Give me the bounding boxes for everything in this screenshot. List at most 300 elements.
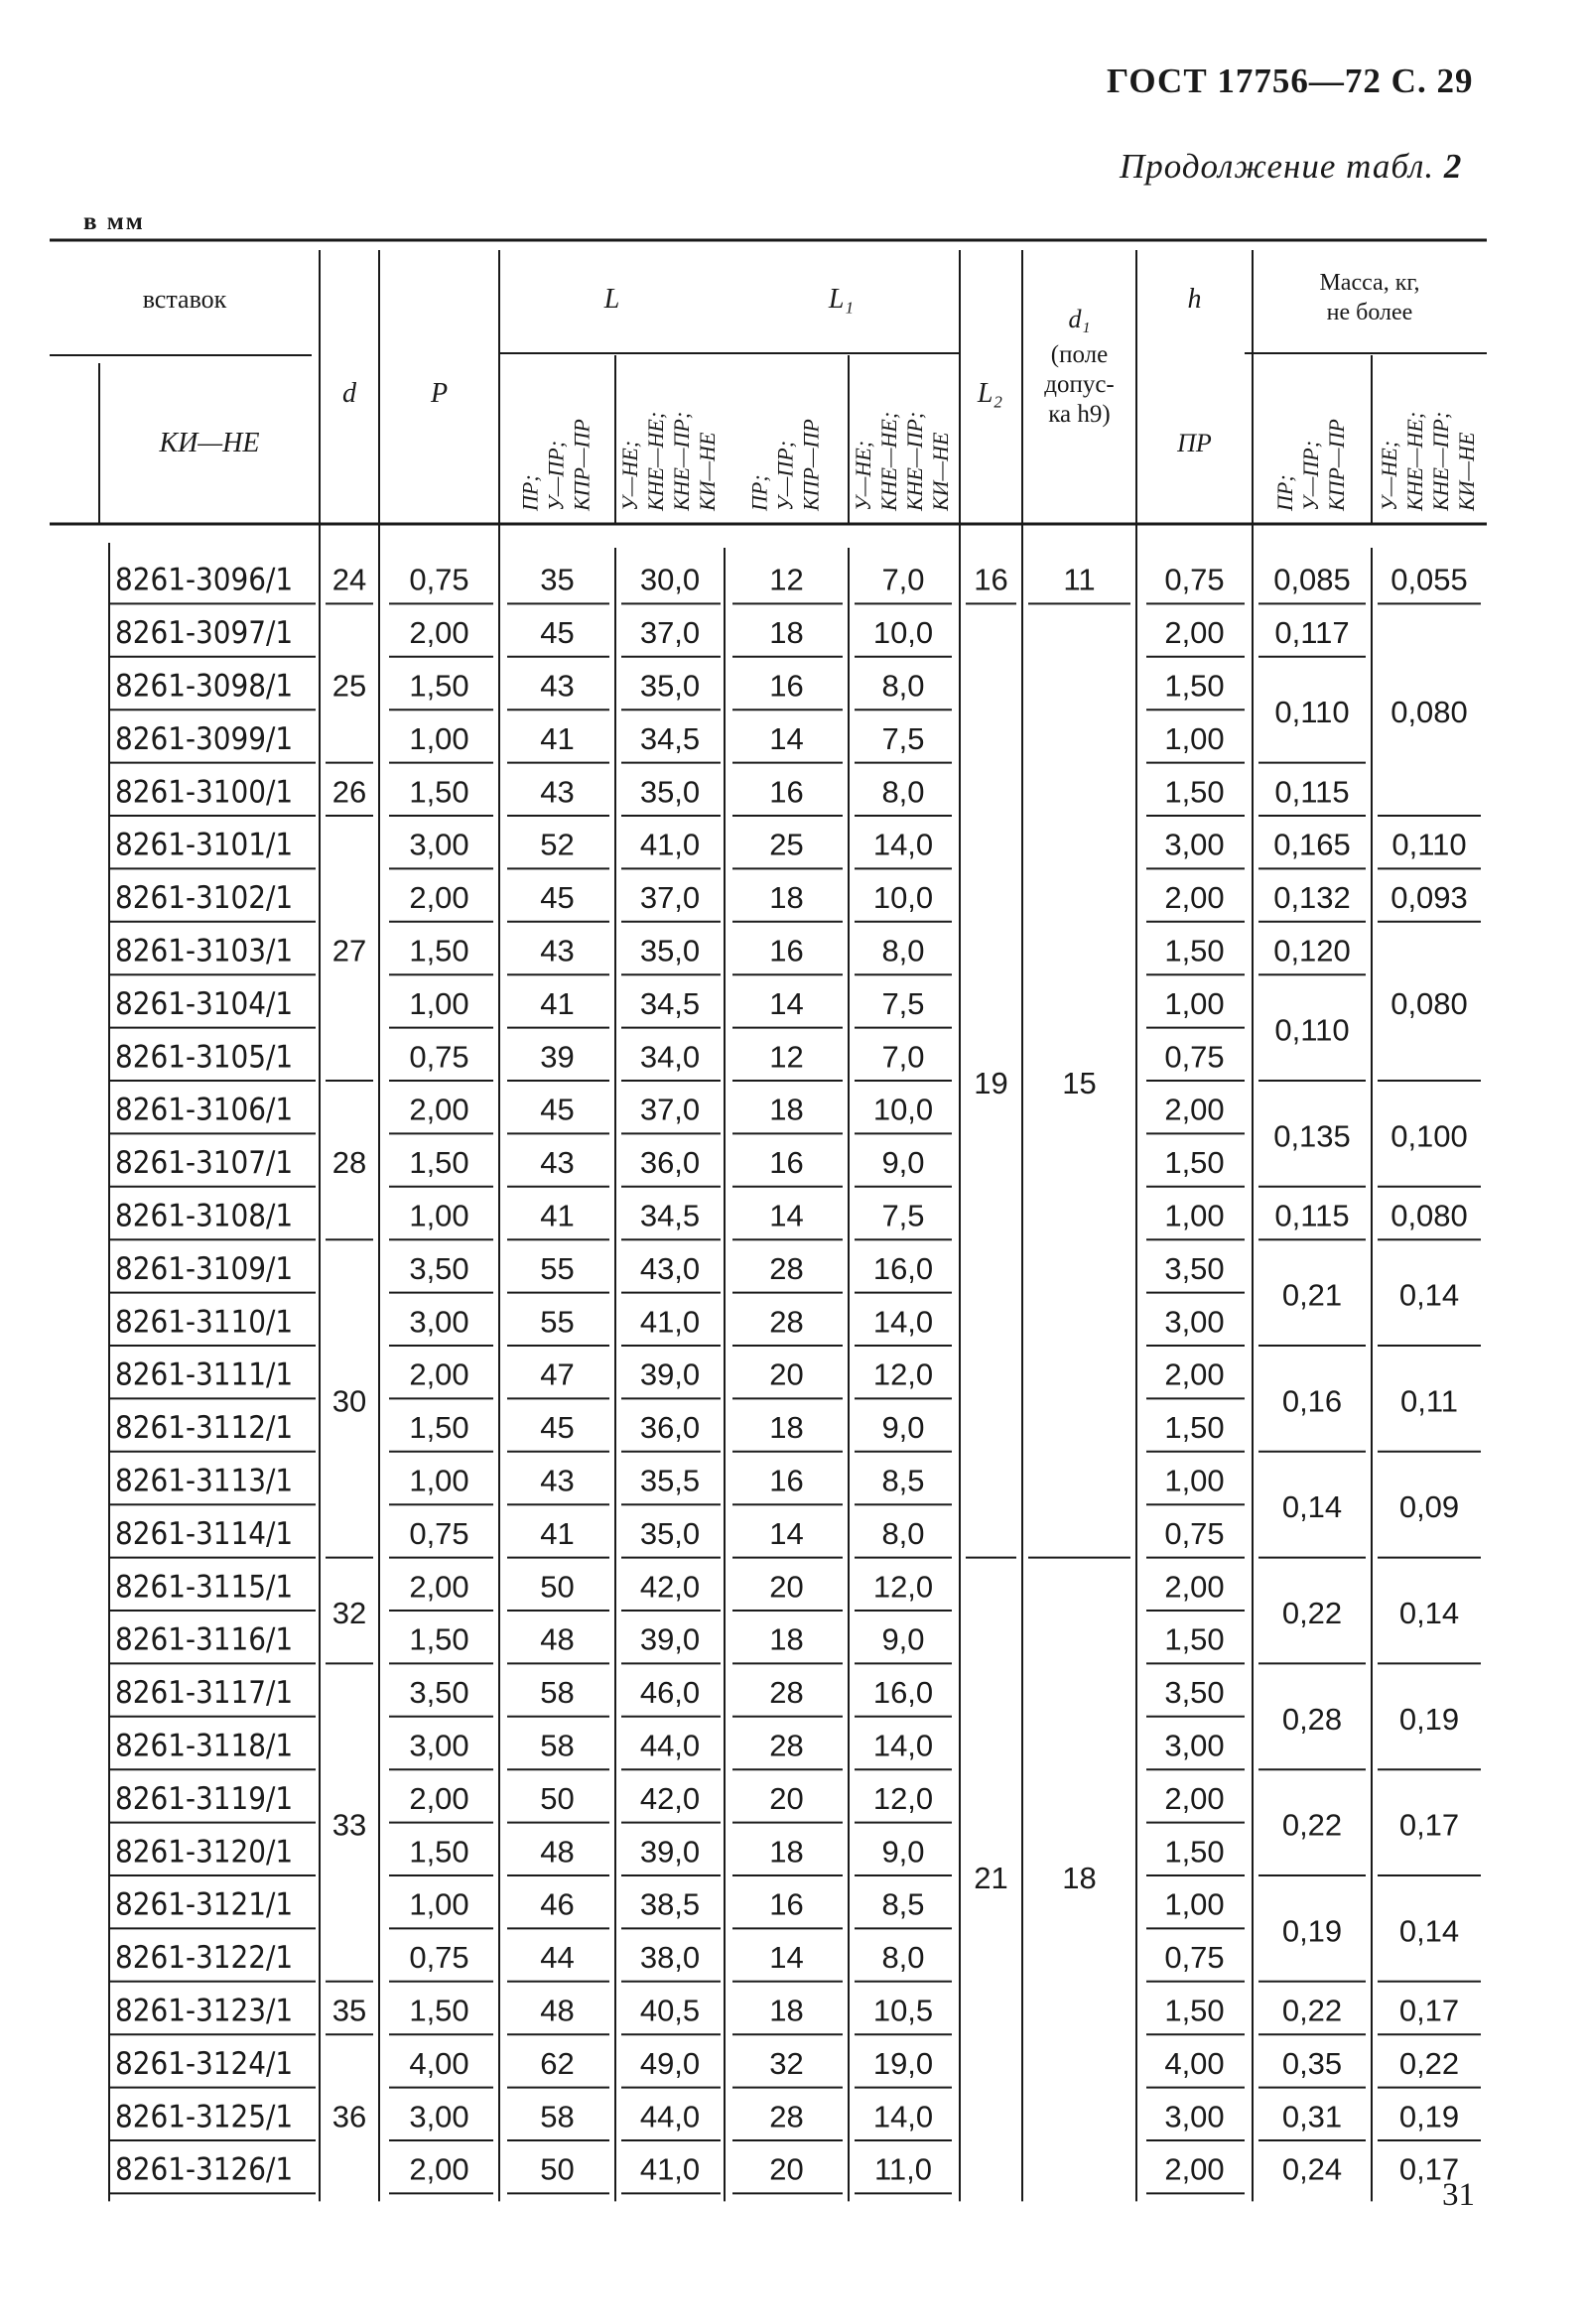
d-group-cell: 30 xyxy=(331,1383,367,1419)
L-pr-cell: 50 xyxy=(540,1780,575,1816)
pitch-cell: 2,00 xyxy=(409,615,469,651)
pitch-cell: 2,00 xyxy=(409,1569,469,1605)
mass-pr-cell: 0,21 xyxy=(1281,1277,1343,1313)
mass-ne-cell: 0,22 xyxy=(1398,2045,1460,2081)
code-cell: 8261-3123/1 xyxy=(115,1993,294,2029)
L-ne-cell: 34,5 xyxy=(639,985,701,1021)
L1-ne-cell: 12,0 xyxy=(872,1356,934,1392)
pitch-cell: 1,00 xyxy=(409,720,469,756)
header-d: d xyxy=(342,378,356,409)
d-group-cell: 27 xyxy=(331,933,367,968)
h-cell: 3,50 xyxy=(1164,1250,1225,1286)
code-cell: 8261-3118/1 xyxy=(115,1728,294,1764)
subheader-L-pr: ПР; xyxy=(517,474,543,511)
header-d1-note: ка h9) xyxy=(1048,401,1111,428)
L-pr-cell: 47 xyxy=(540,1356,575,1392)
L-ne-cell: 38,0 xyxy=(639,1940,701,1976)
L-ne-cell: 35,0 xyxy=(639,1515,701,1551)
h-cell: 1,50 xyxy=(1164,1410,1225,1446)
subheader-L1-ne: КИ—НЕ xyxy=(928,432,953,511)
pitch-cell: 1,50 xyxy=(409,933,469,968)
standard-header: ГОСТ 17756—72 С. 29 xyxy=(1107,62,1474,100)
mass-ne-cell: 0,080 xyxy=(1390,695,1468,730)
mass-pr-cell: 0,22 xyxy=(1281,1993,1343,2028)
d-group-cell: 33 xyxy=(331,1807,367,1843)
mass-ne-cell: 0,100 xyxy=(1390,1118,1468,1154)
subheader-mass-pr: ПР; xyxy=(1272,474,1297,511)
L1-pr-cell: 28 xyxy=(769,2099,804,2134)
L-pr-cell: 48 xyxy=(540,1834,575,1870)
L1-pr-cell: 18 xyxy=(769,880,804,916)
L-pr-cell: 45 xyxy=(540,1410,575,1446)
L1-ne-cell: 9,0 xyxy=(881,1834,925,1870)
h-cell: 2,00 xyxy=(1164,1356,1225,1392)
mass-ne-cell: 0,055 xyxy=(1390,562,1468,597)
header-d1: d₁ xyxy=(1068,305,1091,333)
L-ne-cell: 36,0 xyxy=(639,1410,701,1446)
L1-pr-cell: 32 xyxy=(769,2045,804,2081)
L1-ne-cell: 19,0 xyxy=(872,2045,934,2081)
mass-ne-cell: 0,14 xyxy=(1398,1596,1460,1630)
header-L1: L₁ xyxy=(828,284,855,315)
L-ne-cell: 40,5 xyxy=(639,1993,701,2028)
h-cell: 3,00 xyxy=(1164,2099,1225,2134)
subheader-L-pr: У—ПР; xyxy=(543,440,569,511)
header-P: P xyxy=(430,378,449,409)
L1-ne-cell: 11,0 xyxy=(873,2151,933,2187)
code-cell: 8261-3120/1 xyxy=(115,1834,294,1871)
L2-group-cell: 21 xyxy=(974,1861,1008,1895)
d1-group-cell: 11 xyxy=(1063,562,1096,597)
code-cell: 8261-3100/1 xyxy=(115,774,294,811)
pitch-cell: 1,50 xyxy=(409,1834,469,1870)
table-number: 2 xyxy=(1443,147,1463,186)
L-ne-cell: 42,0 xyxy=(639,1569,701,1605)
h-cell: 2,00 xyxy=(1164,880,1225,916)
L-pr-cell: 41 xyxy=(540,1515,575,1551)
L1-pr-cell: 16 xyxy=(769,1145,804,1181)
L-ne-cell: 36,0 xyxy=(639,1145,701,1181)
L1-ne-cell: 7,5 xyxy=(881,1198,925,1233)
mass-ne-cell: 0,17 xyxy=(1398,1993,1460,2028)
L-pr-cell: 52 xyxy=(540,827,575,862)
mass-pr-cell: 0,110 xyxy=(1274,1012,1350,1048)
L1-pr-cell: 18 xyxy=(769,615,804,651)
mass-pr-cell: 0,132 xyxy=(1273,880,1351,916)
pitch-cell: 2,00 xyxy=(409,1092,469,1127)
pitch-cell: 3,50 xyxy=(409,1250,469,1286)
subheader-L-ne: КИ—НЕ xyxy=(695,432,720,511)
L-ne-cell: 34,5 xyxy=(639,720,701,756)
mass-pr-cell: 0,135 xyxy=(1273,1118,1351,1154)
L1-pr-cell: 20 xyxy=(769,1356,804,1392)
d-group-cell: 28 xyxy=(331,1145,367,1181)
pitch-cell: 3,00 xyxy=(409,2099,469,2134)
L1-pr-cell: 18 xyxy=(769,1410,804,1446)
pitch-cell: 0,75 xyxy=(409,1940,469,1976)
code-cell: 8261-3122/1 xyxy=(115,1940,294,1977)
h-cell: 1,00 xyxy=(1164,1198,1225,1233)
d1-group-cell: 15 xyxy=(1062,1066,1097,1100)
code-cell: 8261-3104/1 xyxy=(115,985,294,1022)
L1-pr-cell: 28 xyxy=(769,1304,804,1340)
L-ne-cell: 39,0 xyxy=(639,1834,701,1870)
mass-ne-cell: 0,19 xyxy=(1398,1701,1460,1737)
page-number: 31 xyxy=(1442,2177,1475,2213)
L-pr-cell: 50 xyxy=(540,2151,575,2187)
L1-ne-cell: 8,5 xyxy=(881,1886,925,1922)
code-cell: 8261-3126/1 xyxy=(115,2151,294,2188)
pitch-cell: 1,50 xyxy=(409,774,469,810)
L-ne-cell: 39,0 xyxy=(639,1356,701,1392)
L1-ne-cell: 8,0 xyxy=(881,668,925,704)
pitch-cell: 2,00 xyxy=(409,880,469,916)
L1-pr-cell: 28 xyxy=(769,1250,804,1286)
pitch-cell: 2,00 xyxy=(409,2151,469,2187)
L1-ne-cell: 10,5 xyxy=(872,1993,934,2028)
header-h: h xyxy=(1187,284,1202,315)
code-cell: 8261-3109/1 xyxy=(115,1250,294,1287)
h-cell: 2,00 xyxy=(1164,615,1225,651)
mass-pr-cell: 0,31 xyxy=(1281,2099,1343,2134)
L-ne-cell: 35,0 xyxy=(639,933,701,968)
pitch-cell: 1,50 xyxy=(409,668,469,704)
h-cell: 0,75 xyxy=(1164,1515,1225,1551)
L-ne-cell: 37,0 xyxy=(639,880,701,916)
code-cell: 8261-3106/1 xyxy=(115,1092,294,1128)
h-cell: 1,00 xyxy=(1164,1886,1225,1922)
L1-pr-cell: 16 xyxy=(769,774,804,810)
L-pr-cell: 55 xyxy=(540,1250,575,1286)
L1-ne-cell: 14,0 xyxy=(872,1728,934,1763)
L1-pr-cell: 18 xyxy=(769,1092,804,1127)
pitch-cell: 0,75 xyxy=(409,1515,469,1551)
code-cell: 8261-3110/1 xyxy=(115,1304,294,1341)
mass-ne-cell: 0,110 xyxy=(1391,827,1467,862)
subheader-L1-pr: У—ПР; xyxy=(772,440,798,511)
L1-pr-cell: 18 xyxy=(769,1621,804,1657)
L1-pr-cell: 16 xyxy=(769,1886,804,1922)
L1-ne-cell: 8,0 xyxy=(881,933,925,968)
code-cell: 8261-3114/1 xyxy=(115,1515,294,1552)
L2-group-cell: 19 xyxy=(974,1066,1008,1100)
mass-pr-cell: 0,24 xyxy=(1281,2151,1343,2187)
L2-group-cell: 16 xyxy=(974,562,1008,597)
subheader-L-ne: У—НЕ; xyxy=(617,440,642,511)
L1-pr-cell: 20 xyxy=(769,2151,804,2187)
L-ne-cell: 35,0 xyxy=(639,668,701,704)
h-cell: 3,00 xyxy=(1164,827,1225,862)
L-ne-cell: 30,0 xyxy=(639,562,701,597)
pitch-cell: 1,00 xyxy=(409,1463,469,1498)
mass-ne-cell: 0,080 xyxy=(1390,1198,1468,1233)
mass-ne-cell: 0,17 xyxy=(1398,2151,1460,2187)
code-cell: 8261-3121/1 xyxy=(115,1886,294,1923)
L-pr-cell: 45 xyxy=(540,880,575,916)
L1-ne-cell: 7,5 xyxy=(881,985,925,1021)
subheader-mass-ne: У—НЕ; xyxy=(1377,440,1401,511)
h-cell: 0,75 xyxy=(1164,1940,1225,1976)
L1-pr-cell: 12 xyxy=(769,1039,804,1075)
code-cell: 8261-3108/1 xyxy=(115,1198,294,1234)
mass-ne-cell: 0,14 xyxy=(1398,1913,1460,1949)
h-cell: 2,00 xyxy=(1164,2151,1225,2187)
h-cell: 2,00 xyxy=(1164,1780,1225,1816)
header-L: L xyxy=(603,284,620,315)
L1-ne-cell: 10,0 xyxy=(872,615,934,651)
mass-ne-cell: 0,14 xyxy=(1398,1277,1460,1313)
code-cell: 8261-3103/1 xyxy=(115,933,294,969)
L-ne-cell: 49,0 xyxy=(639,2045,701,2081)
L1-ne-cell: 12,0 xyxy=(872,1780,934,1816)
mass-pr-cell: 0,120 xyxy=(1273,933,1351,968)
code-cell: 8261-3099/1 xyxy=(115,720,294,757)
L1-ne-cell: 16,0 xyxy=(872,1250,934,1286)
subheader-L-pr: КПР—ПР xyxy=(569,419,595,511)
subheader-L1-ne: КНЕ—ПР; xyxy=(902,411,927,511)
L-ne-cell: 41,0 xyxy=(639,1304,701,1340)
h-cell: 2,00 xyxy=(1164,1092,1225,1127)
L1-pr-cell: 14 xyxy=(769,985,804,1021)
mass-pr-cell: 0,115 xyxy=(1274,1198,1350,1233)
code-cell: 8261-3125/1 xyxy=(115,2099,294,2135)
L-ne-cell: 34,0 xyxy=(639,1039,701,1075)
L1-ne-cell: 8,0 xyxy=(881,1940,925,1976)
L-pr-cell: 48 xyxy=(540,1621,575,1657)
code-cell: 8261-3105/1 xyxy=(115,1039,294,1076)
h-cell: 1,00 xyxy=(1164,1463,1225,1498)
mass-ne-cell: 0,093 xyxy=(1390,880,1468,916)
L-pr-cell: 35 xyxy=(540,562,575,597)
h-cell: 3,00 xyxy=(1164,1728,1225,1763)
L-ne-cell: 35,5 xyxy=(639,1463,701,1498)
code-cell: 8261-3124/1 xyxy=(115,2045,294,2082)
subheader-mass-pr: У—ПР; xyxy=(1298,440,1323,511)
code-cell: 8261-3116/1 xyxy=(115,1621,294,1658)
code-cell: 8261-3115/1 xyxy=(115,1569,294,1606)
L-ne-cell: 41,0 xyxy=(639,827,701,862)
d1-group-cell: 18 xyxy=(1062,1861,1097,1895)
code-cell: 8261-3101/1 xyxy=(115,827,294,863)
units-label: в мм xyxy=(83,208,145,235)
L-pr-cell: 45 xyxy=(540,615,575,651)
mass-pr-cell: 0,19 xyxy=(1281,1913,1343,1949)
L-pr-cell: 43 xyxy=(540,668,575,704)
L1-pr-cell: 28 xyxy=(769,1728,804,1763)
h-cell: 0,75 xyxy=(1164,562,1225,597)
L-ne-cell: 42,0 xyxy=(639,1780,701,1816)
pitch-cell: 1,50 xyxy=(409,1993,469,2028)
code-cell: 8261-3097/1 xyxy=(115,615,294,652)
header-L2: L₂ xyxy=(977,378,1003,409)
L-pr-cell: 43 xyxy=(540,933,575,968)
d-group-cell: 32 xyxy=(331,1596,367,1630)
h-cell: 1,50 xyxy=(1164,933,1225,968)
header-d1-note: допус- xyxy=(1044,371,1115,398)
pitch-cell: 1,00 xyxy=(409,1886,469,1922)
L-ne-cell: 37,0 xyxy=(639,1092,701,1127)
L-pr-cell: 58 xyxy=(540,1675,575,1711)
L-ne-cell: 39,0 xyxy=(639,1621,701,1657)
L-pr-cell: 62 xyxy=(540,2045,575,2081)
code-cell: 8261-3117/1 xyxy=(115,1675,294,1712)
pitch-cell: 1,50 xyxy=(409,1410,469,1446)
L1-ne-cell: 7,0 xyxy=(881,1039,925,1075)
L1-pr-cell: 12 xyxy=(769,562,804,597)
subheader-mass-ne: КНЕ—ПР; xyxy=(1428,411,1453,511)
L-ne-cell: 44,0 xyxy=(639,2099,701,2134)
mass-ne-cell: 0,080 xyxy=(1390,985,1468,1021)
mass-pr-cell: 0,115 xyxy=(1274,774,1350,810)
h-cell: 1,50 xyxy=(1164,1621,1225,1657)
pitch-cell: 1,50 xyxy=(409,1145,469,1181)
L1-ne-cell: 14,0 xyxy=(872,1304,934,1340)
L1-pr-cell: 18 xyxy=(769,1993,804,2028)
mass-pr-cell: 0,085 xyxy=(1273,562,1351,597)
mass-pr-cell: 0,35 xyxy=(1281,2045,1343,2081)
L1-pr-cell: 14 xyxy=(769,1198,804,1233)
mass-pr-cell: 0,16 xyxy=(1281,1383,1343,1419)
L-pr-cell: 43 xyxy=(540,1145,575,1181)
L1-pr-cell: 14 xyxy=(769,1515,804,1551)
L1-pr-cell: 25 xyxy=(769,827,804,862)
L1-ne-cell: 7,0 xyxy=(881,562,925,597)
L-pr-cell: 48 xyxy=(540,1993,575,2028)
header-designation: КИ—НЕ xyxy=(159,428,260,458)
pitch-cell: 2,00 xyxy=(409,1356,469,1392)
L1-pr-cell: 14 xyxy=(769,720,804,756)
mass-pr-cell: 0,117 xyxy=(1274,615,1350,651)
pitch-cell: 1,50 xyxy=(409,1621,469,1657)
L1-pr-cell: 14 xyxy=(769,1940,804,1976)
header-mass: Масса, кг, xyxy=(1319,270,1420,296)
L1-ne-cell: 14,0 xyxy=(872,827,934,862)
L-pr-cell: 46 xyxy=(540,1886,575,1922)
subheader-L1-pr: ПР; xyxy=(746,474,772,511)
header-d1-note: (поле xyxy=(1050,341,1109,368)
h-cell: 1,00 xyxy=(1164,985,1225,1021)
pitch-cell: 3,50 xyxy=(409,1675,469,1711)
h-cell: 3,00 xyxy=(1164,1304,1225,1340)
pitch-cell: 1,00 xyxy=(409,985,469,1021)
L-ne-cell: 44,0 xyxy=(639,1728,701,1763)
L-ne-cell: 35,0 xyxy=(639,774,701,810)
L1-ne-cell: 12,0 xyxy=(872,1569,934,1605)
L-pr-cell: 41 xyxy=(540,720,575,756)
d-group-cell: 36 xyxy=(331,2099,367,2134)
L-pr-cell: 50 xyxy=(540,1569,575,1605)
pitch-cell: 0,75 xyxy=(409,1039,469,1075)
mass-pr-cell: 0,110 xyxy=(1274,695,1350,730)
code-cell: 8261-3107/1 xyxy=(115,1145,294,1182)
L1-pr-cell: 18 xyxy=(769,1834,804,1870)
L1-ne-cell: 14,0 xyxy=(872,2099,934,2134)
continuation-text: Продолжение табл. xyxy=(1120,147,1435,186)
L-pr-cell: 58 xyxy=(540,2099,575,2134)
header-group-inserts: вставок xyxy=(142,285,227,314)
header-h-pr: ПР xyxy=(1177,429,1212,457)
subheader-mass-ne: КИ—НЕ xyxy=(1454,432,1479,511)
L1-ne-cell: 10,0 xyxy=(872,1092,934,1127)
L-ne-cell: 38,5 xyxy=(639,1886,701,1922)
d-group-cell: 24 xyxy=(331,562,367,597)
L-ne-cell: 43,0 xyxy=(639,1250,701,1286)
h-cell: 1,50 xyxy=(1164,668,1225,704)
L1-ne-cell: 9,0 xyxy=(881,1621,925,1657)
mass-pr-cell: 0,28 xyxy=(1281,1701,1343,1737)
h-cell: 1,50 xyxy=(1164,1145,1225,1181)
code-cell: 8261-3102/1 xyxy=(115,880,294,917)
d-group-cell: 35 xyxy=(331,1993,367,2028)
L-ne-cell: 46,0 xyxy=(639,1675,701,1711)
subheader-L-ne: КНЕ—НЕ; xyxy=(643,411,668,511)
subheader-L1-ne: КНЕ—НЕ; xyxy=(876,411,901,511)
L1-ne-cell: 8,0 xyxy=(881,774,925,810)
h-cell: 1,50 xyxy=(1164,774,1225,810)
mass-ne-cell: 0,19 xyxy=(1398,2099,1460,2134)
h-cell: 1,50 xyxy=(1164,1993,1225,2028)
L-pr-cell: 58 xyxy=(540,1728,575,1763)
L-pr-cell: 39 xyxy=(540,1039,575,1075)
L1-pr-cell: 16 xyxy=(769,668,804,704)
L1-ne-cell: 10,0 xyxy=(872,880,934,916)
L1-pr-cell: 20 xyxy=(769,1569,804,1605)
L-ne-cell: 37,0 xyxy=(639,615,701,651)
mass-ne-cell: 0,17 xyxy=(1398,1807,1460,1843)
mass-ne-cell: 0,09 xyxy=(1398,1489,1460,1525)
pitch-cell: 0,75 xyxy=(409,562,469,597)
header-mass: не более xyxy=(1326,300,1413,325)
L-pr-cell: 55 xyxy=(540,1304,575,1340)
code-cell: 8261-3119/1 xyxy=(115,1780,294,1817)
mass-pr-cell: 0,14 xyxy=(1281,1489,1343,1525)
L-pr-cell: 41 xyxy=(540,1198,575,1233)
pitch-cell: 3,00 xyxy=(409,1728,469,1763)
L1-ne-cell: 9,0 xyxy=(881,1145,925,1181)
d-group-cell: 26 xyxy=(331,774,367,810)
L1-pr-cell: 20 xyxy=(769,1780,804,1816)
pitch-cell: 4,00 xyxy=(409,2045,469,2081)
L1-ne-cell: 16,0 xyxy=(872,1675,934,1711)
code-cell: 8261-3096/1 xyxy=(115,562,294,598)
L1-ne-cell: 8,0 xyxy=(881,1515,925,1551)
pitch-cell: 1,00 xyxy=(409,1198,469,1233)
mass-pr-cell: 0,165 xyxy=(1273,827,1351,862)
h-cell: 1,00 xyxy=(1164,720,1225,756)
subheader-L1-ne: У—НЕ; xyxy=(851,440,875,511)
L-pr-cell: 41 xyxy=(540,985,575,1021)
h-cell: 0,75 xyxy=(1164,1039,1225,1075)
mass-ne-cell: 0,11 xyxy=(1399,1383,1459,1419)
subheader-mass-ne: КНЕ—НЕ; xyxy=(1402,411,1427,511)
subheader-mass-pr: КПР—ПР xyxy=(1324,419,1349,511)
code-cell: 8261-3111/1 xyxy=(115,1356,294,1393)
h-cell: 4,00 xyxy=(1164,2045,1225,2081)
L-ne-cell: 41,0 xyxy=(639,2151,701,2187)
code-cell: 8261-3098/1 xyxy=(115,668,294,705)
L-pr-cell: 45 xyxy=(540,1092,575,1127)
L1-pr-cell: 28 xyxy=(769,1675,804,1711)
L1-ne-cell: 8,5 xyxy=(881,1463,925,1498)
code-cell: 8261-3113/1 xyxy=(115,1463,294,1499)
L1-pr-cell: 16 xyxy=(769,1463,804,1498)
L1-ne-cell: 9,0 xyxy=(881,1410,925,1446)
h-cell: 2,00 xyxy=(1164,1569,1225,1605)
subheader-L-ne: КНЕ—ПР; xyxy=(669,411,694,511)
subheader-L1-pr: КПР—ПР xyxy=(798,419,824,511)
d-group-cell: 25 xyxy=(331,668,367,704)
L1-ne-cell: 7,5 xyxy=(881,720,925,756)
